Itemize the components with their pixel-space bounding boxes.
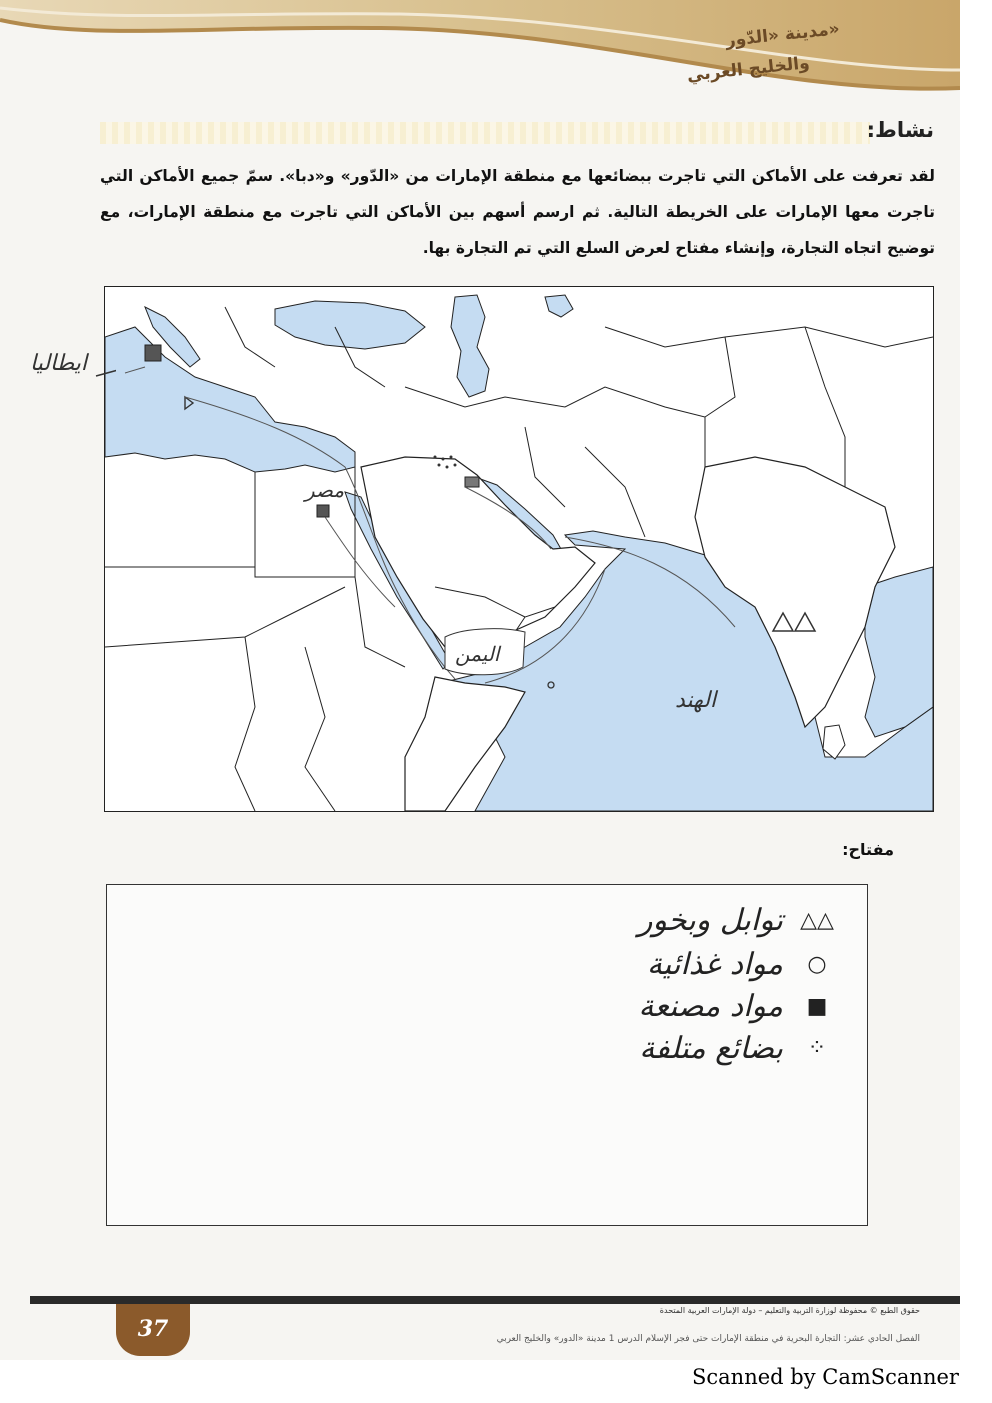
italy-annotation [26, 336, 116, 396]
legend-row-various [639, 1031, 837, 1066]
egypt-handwritten-label: مصر [305, 478, 345, 502]
activity-bar [100, 122, 870, 144]
map-frame [104, 286, 934, 812]
filled-square-icon: ■ [806, 994, 828, 1019]
footer-rule [30, 1296, 960, 1304]
footer-breadcrumb: الفصل الحادي عشر: التجارة البحرية في منطقة الإمارات حتى فجر الإسلام الدرس 1 مدينة «الدور» والخليج العربي [496, 1334, 920, 1344]
title-line-1: مدينة «الدّور» [724, 19, 841, 51]
page-number: 37 [137, 1316, 169, 1342]
triangles-icon: △△ [800, 908, 834, 933]
legend-text: توابل وبخور [638, 903, 783, 938]
activity-instructions: لقد تعرفت على الأماكن التي تاجرت ببضائعها مع منطقة الإمارات من «الدّور» و«دبا». سمّ جميع الأماكن التي تاجرت معها الإمارات على الخريطة التالية. ثم ارسم أسهم بين الأماكن التي تاجرت مع منطقة الإمارات، مع توضيح اتجاه التجارة، وإنشاء مفتاح لعرض السلع التي تم التجارة بها. [100, 167, 935, 257]
italy-square-marker [145, 345, 161, 361]
middle-east-map [105, 287, 933, 811]
key-label: مفتاح: [842, 840, 894, 859]
yemen-handwritten-label: اليمن [455, 642, 500, 666]
circle-icon: ○ [807, 952, 827, 977]
copyright-text: حقوق الطبع © محفوظة لوزارة التربية والتعليم – دولة الإمارات العربية المتحدة [659, 1306, 920, 1315]
italy-handwritten-label: ايطاليا [30, 351, 88, 376]
yemen-label-box [445, 629, 525, 675]
title-line-2: والخليج العربي [686, 53, 811, 86]
legend-text: بضائع متلفة [639, 1031, 783, 1066]
activity-label: نشاط: [866, 118, 934, 142]
legend-row-spices [638, 903, 837, 938]
legend-text: مواد مصنعة [638, 989, 783, 1024]
dots-icon: ⁘ [807, 1036, 827, 1061]
india-handwritten-label: الهند [675, 688, 717, 713]
gulf-square-marker [465, 477, 479, 487]
legend-text: مواد غذائية [646, 947, 783, 982]
key-box [106, 884, 868, 1226]
egypt-square-marker [317, 505, 329, 517]
legend-row-food [647, 947, 837, 982]
bay-of-bengal [865, 567, 933, 737]
scanner-watermark: Scanned by CamScanner [692, 1365, 959, 1389]
legend-row-manufactured [639, 989, 838, 1024]
page-title [590, 8, 850, 88]
